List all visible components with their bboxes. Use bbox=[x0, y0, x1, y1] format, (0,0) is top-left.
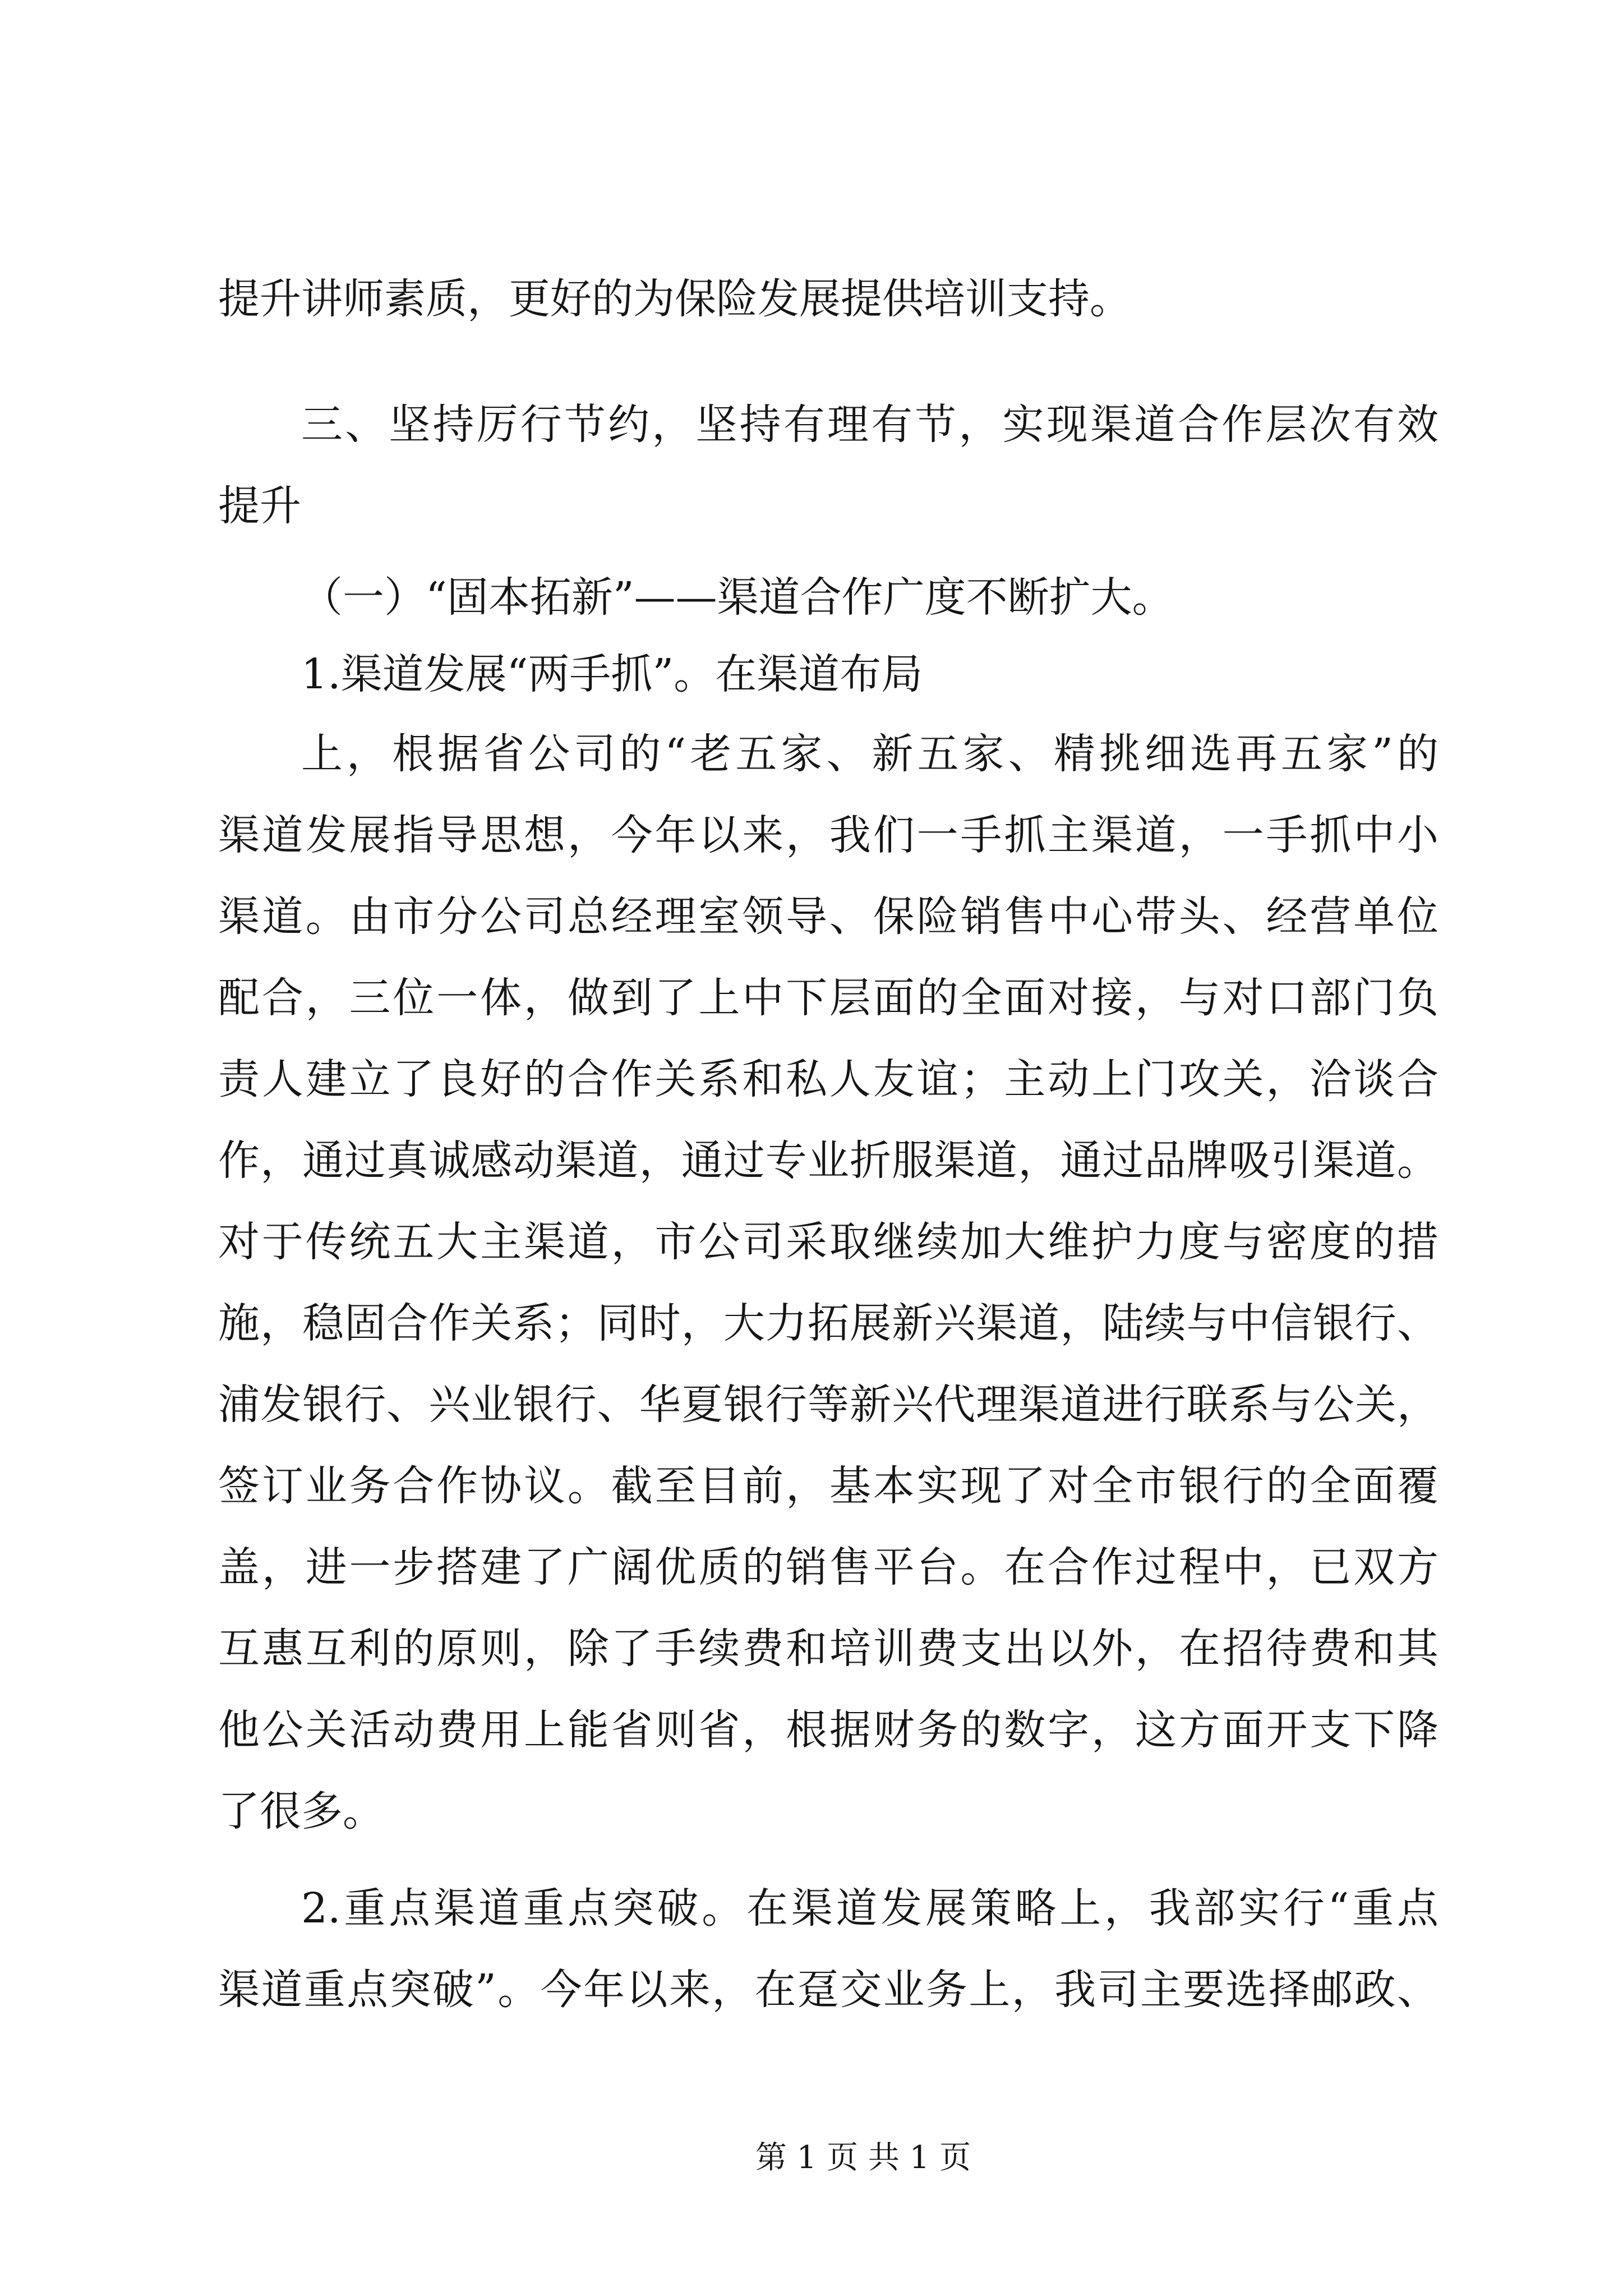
paragraph bbox=[218, 1868, 1438, 2031]
text-line: 作，通过真诚感动渠道，通过专业折服渠道，通过品牌吸引渠道。 bbox=[218, 1137, 1438, 1185]
text-line: 盖，进一步搭建了广阔优质的销售平台。在合作过程中，已双方 bbox=[218, 1543, 1438, 1591]
page-footer: 第 1 页 共 1 页 bbox=[755, 2139, 971, 2176]
text-line: 渠道重点突破”。今年以来，在趸交业务上，我司主要选择邮政、 bbox=[218, 1966, 1438, 2014]
text-line: 2.重点渠道重点突破。在渠道发展策略上，我部实行“重点 bbox=[301, 1884, 1438, 1932]
text-line: 渠道。由市分公司总经理室领导、保险销售中心带头、经营单位 bbox=[218, 892, 1438, 941]
text-line: 他公关活动费用上能省则省，根据财务的数字，这方面开支下降 bbox=[218, 1706, 1438, 1754]
paragraph bbox=[218, 634, 1438, 715]
text-line: 上，根据省公司的“老五家、新五家、精挑细选再五家”的 bbox=[301, 730, 1438, 778]
text-line: 了很多。 bbox=[218, 1787, 384, 1835]
paragraph bbox=[218, 259, 1438, 340]
text-line: 签订业务合作协议。截至目前，基本实现了对全市银行的全面覆 bbox=[218, 1462, 1438, 1510]
text-line: 对于传统五大主渠道，市公司采取继续加大维护力度与密度的措 bbox=[218, 1218, 1438, 1266]
text-line: （一）“固本拓新”——渠道合作广度不断扩大。 bbox=[301, 573, 1174, 622]
text-line: 1.渠道发展“两手抓”。在渠道布局 bbox=[301, 650, 923, 698]
text-line: 提升 bbox=[218, 482, 301, 530]
paragraph bbox=[218, 714, 1438, 1852]
text-line: 浦发银行、兴业银行、华夏银行等新兴代理渠道进行联系与公关， bbox=[218, 1381, 1438, 1429]
text-line: 责人建立了良好的合作关系和私人友谊；主动上门攻关，洽谈合 bbox=[218, 1055, 1438, 1103]
text-line: 配合，三位一体，做到了上中下层面的全面对接，与对口部门负 bbox=[218, 974, 1438, 1022]
text-line: 渠道发展指导思想，今年以来，我们一手抓主渠道，一手抓中小 bbox=[218, 811, 1438, 859]
text-line: 提升讲师素质，更好的为保险发展提供培训支持。 bbox=[218, 275, 1131, 323]
text-line: 三、坚持厉行节约，坚持有理有节，实现渠道合作层次有效 bbox=[301, 401, 1438, 449]
text-line: 施，稳固合作关系；同时，大力拓展新兴渠道，陆续与中信银行、 bbox=[218, 1299, 1438, 1347]
text-line: 互惠互利的原则，除了手续费和培训费支出以外，在招待费和其 bbox=[218, 1625, 1438, 1673]
subsection-heading bbox=[218, 557, 1438, 638]
section-heading bbox=[218, 384, 1438, 547]
